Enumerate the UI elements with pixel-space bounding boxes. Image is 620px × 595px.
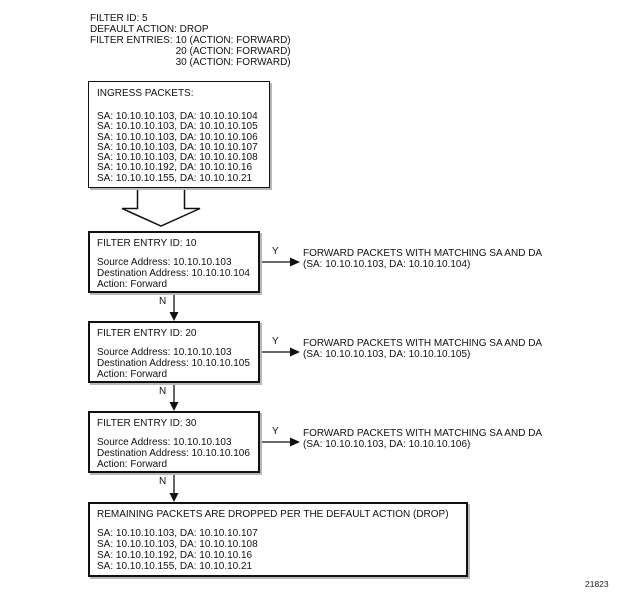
entry20-yes-arrowhead-icon xyxy=(290,348,300,357)
destination-address-line: Destination Address: 10.10.10.104 xyxy=(97,268,250,279)
yes-branch-label: Y xyxy=(272,336,279,347)
packet-line: SA: 10.10.10.103, DA: 10.10.10.107 xyxy=(97,528,258,539)
forward-result-detail: (SA: 10.10.10.103, DA: 10.10.10.104) xyxy=(303,259,471,270)
packet-line: SA: 10.10.10.103, DA: 10.10.10.108 xyxy=(97,152,258,164)
entry10-yes-arrowhead-icon xyxy=(290,258,300,267)
yes-branch-label: Y xyxy=(272,246,279,257)
ingress-packets-box xyxy=(88,81,270,188)
default-drop-title: REMAINING PACKETS ARE DROPPED PER THE DEFAULT ACTION (DROP) xyxy=(97,509,449,520)
packet-line: SA: 10.10.10.155, DA: 10.10.10.21 xyxy=(97,172,253,184)
default-action-line: DEFAULT ACTION: DROP xyxy=(90,24,209,35)
forward-result-text xyxy=(303,248,542,270)
forward-result-line: FORWARD PACKETS WITH MATCHING SA AND DA xyxy=(303,428,543,439)
packet-line: SA: 10.10.10.192, DA: 10.10.10.16 xyxy=(97,550,253,561)
no-branch-label: N xyxy=(159,386,167,397)
filter-entry-action-line: 10 (ACTION: FORWARD) xyxy=(175,35,291,46)
filter-entry-title: FILTER ENTRY ID: 20 xyxy=(97,328,197,339)
action-line: Action: Forward xyxy=(97,369,168,380)
filter-entry-box-30 xyxy=(88,411,260,473)
entry30-no-arrowhead-icon xyxy=(170,493,179,502)
filter-entry-title: FILTER ENTRY ID: 10 xyxy=(97,238,197,249)
filter-entry-action-line: 30 (ACTION: FORWARD) xyxy=(175,57,291,68)
spacer xyxy=(97,249,251,257)
packet-line: SA: 10.10.10.103, DA: 10.10.10.107 xyxy=(97,141,258,153)
default-drop-box xyxy=(88,502,468,577)
packet-line: SA: 10.10.10.192, DA: 10.10.10.16 xyxy=(97,162,253,174)
ingress-packets-title: INGRESS PACKETS: xyxy=(97,88,194,99)
filter-entry-action-line: 20 (ACTION: FORWARD) xyxy=(175,46,291,57)
packet-line: SA: 10.10.10.103, DA: 10.10.10.104 xyxy=(97,111,258,122)
action-line: Action: Forward xyxy=(97,459,168,470)
source-address-line: Source Address: 10.10.10.103 xyxy=(97,347,232,358)
entry10-no-arrowhead-icon xyxy=(170,312,179,321)
forward-result-line: FORWARD PACKETS WITH MATCHING SA AND DA xyxy=(303,338,543,349)
forward-result-text xyxy=(303,338,542,360)
forward-result-detail: (SA: 10.10.10.103, DA: 10.10.10.105) xyxy=(303,349,471,360)
destination-address-line: Destination Address: 10.10.10.106 xyxy=(97,448,250,459)
ingress-flow-block-arrow-icon xyxy=(122,189,200,227)
forward-result-line: FORWARD PACKETS WITH MATCHING SA AND DA xyxy=(303,248,543,259)
packet-line: SA: 10.10.10.155, DA: 10.10.10.21 xyxy=(97,561,253,572)
filter-entries-row xyxy=(90,35,291,68)
packet-line: SA: 10.10.10.103, DA: 10.10.10.108 xyxy=(97,539,258,550)
no-branch-label: N xyxy=(159,296,167,307)
filter-entry-box-20 xyxy=(88,321,260,383)
destination-address-line: Destination Address: 10.10.10.105 xyxy=(97,358,250,369)
filter-entry-title: FILTER ENTRY ID: 30 xyxy=(97,418,197,429)
no-branch-label: N xyxy=(159,476,167,487)
filter-entries-label: FILTER ENTRIES: xyxy=(90,35,173,46)
filter-entries-list xyxy=(176,35,291,68)
entry30-yes-arrowhead-icon xyxy=(290,438,300,447)
yes-branch-label: Y xyxy=(272,426,279,437)
spacer xyxy=(97,429,251,437)
spacer xyxy=(97,339,251,347)
filter-entry-box-10 xyxy=(88,231,260,293)
forward-result-detail: (SA: 10.10.10.103, DA: 10.10.10.106) xyxy=(303,439,471,450)
action-line: Action: Forward xyxy=(97,279,168,290)
filter-id-line: FILTER ID: 5 xyxy=(90,13,148,24)
figure-number: 21823 xyxy=(585,579,609,589)
spacer xyxy=(97,520,459,528)
source-address-line: Source Address: 10.10.10.103 xyxy=(97,437,232,448)
entry20-no-arrowhead-icon xyxy=(170,402,179,411)
packet-line: SA: 10.10.10.103, DA: 10.10.10.106 xyxy=(97,131,258,143)
filter-summary xyxy=(90,13,291,68)
source-address-line: Source Address: 10.10.10.103 xyxy=(97,257,232,268)
forward-result-text xyxy=(303,428,542,450)
packet-line: SA: 10.10.10.103, DA: 10.10.10.105 xyxy=(97,121,258,133)
